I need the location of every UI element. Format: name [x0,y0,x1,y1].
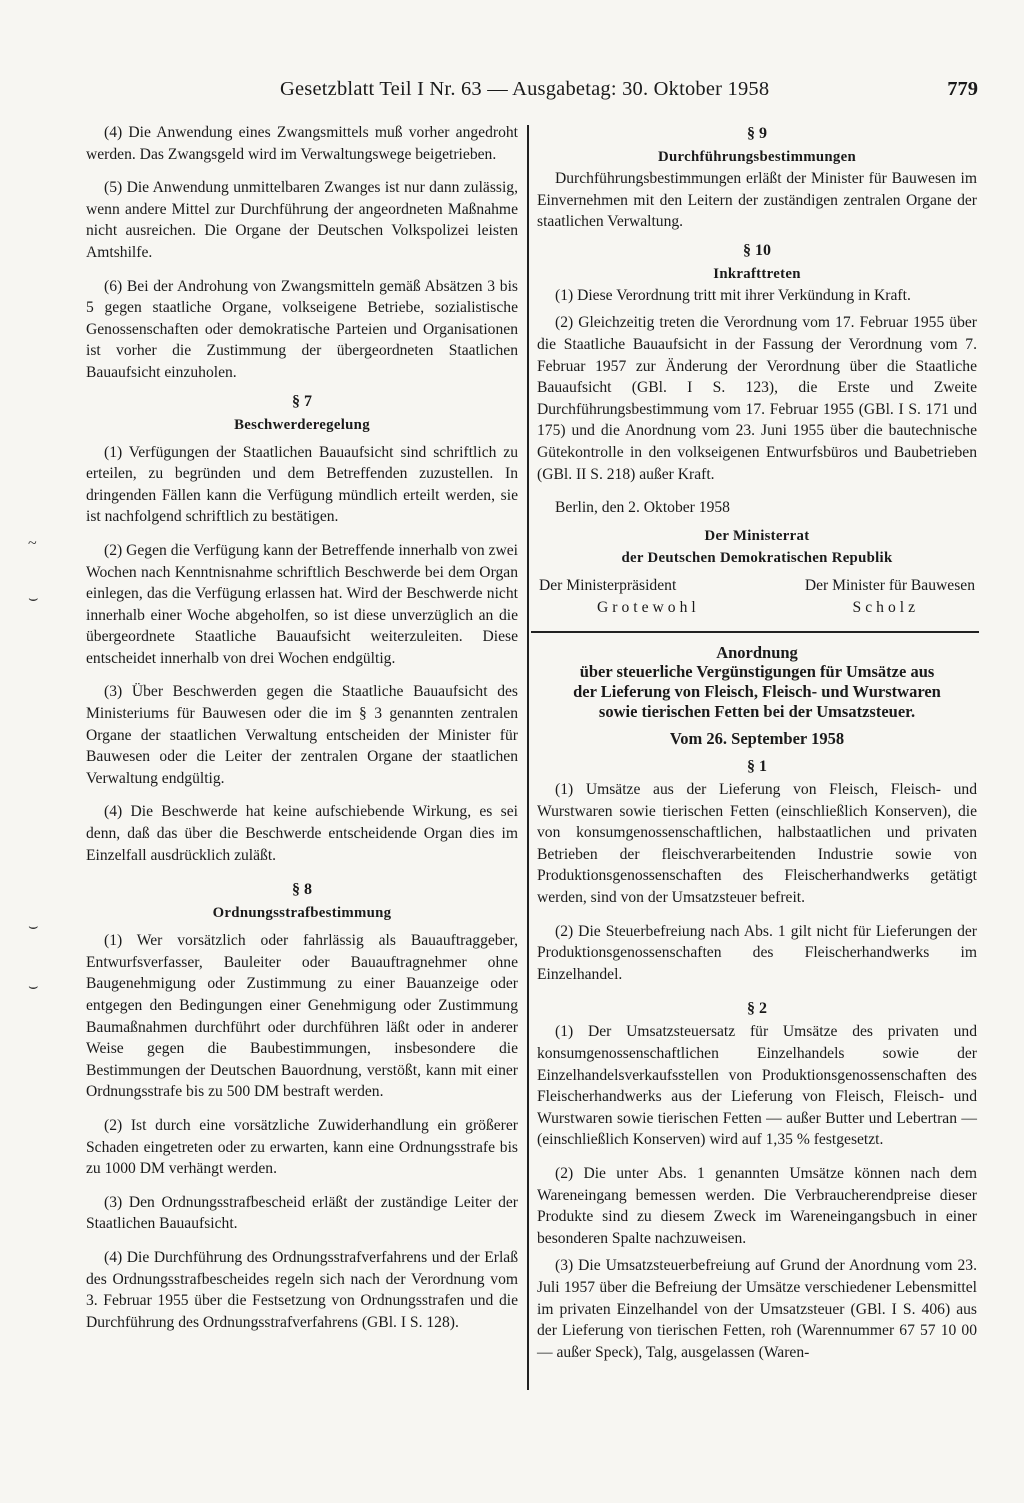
paragraph-10-2: (2) Gleichzeitig treten die Verordnung vom 17. Februar 1955 über die Staatliche Bauaufsicht in der Fassung der Verordnung vom 7. Februar 1957 zur Änderung der Verordnung über die Staatliche Bauaufsicht (GBl. I S. 123), die Erste und Zweite Durchführungsbestimmung vom 17. Februar 1955 (GBl. I S. 171 und 175) und die Anordnung vom 23. Juni 1955 über die bautechnische Gütekontrolle in den volkseigenen Entwurfsbüros und Baubetrieben (GBl. II S. 218) außer Kraft. [537,314,977,483]
paragraph-7-3: (3) Über Beschwerden gegen die Staatliche Bauaufsicht des Ministeriums für Bauwesen oder die im § 3 genannten zentralen Organe der staatlichen Verwaltung entscheiden der Minister für Bauwesen oder die Leiter der zentralen Organe der staatlichen Verwaltung endgültig. [86,683,518,787]
ordinance-paragraph-2-3: (3) Die Umsatzsteuerbefreiung auf Grund der Anordnung vom 23. Juli 1957 über die Befreiung der Umsätze verschiedener Lebensmittel im privaten Einzelhandel von der Umsatzsteuer (GBl. I S. 406) aus der Lieferung von tierischen Fetten, roh (Warennummer 67 57 10 00 — außer Speck), Talg, ausgelassen (Waren- [537,1257,977,1361]
section-10-title: Inkrafttreten [713,265,801,282]
page-header [0,78,1024,108]
paragraph-7-4: (4) Die Beschwerde hat keine aufschiebende Wirkung, es sei denn, daß das über die Beschwerde entscheidende Organ dies im Einzelfall ausdrücklich zuläßt. [86,803,518,864]
paragraph-10-1: (1) Diese Verordnung tritt mit ihrer Verkündung in Kraft. [555,286,911,304]
section-7-number: § 7 [292,392,312,410]
section-8-number: § 8 [292,881,312,899]
place-date: Berlin, den 2. Oktober 1958 [555,499,730,517]
section-9-number: § 9 [747,125,767,142]
ordinance-subtitle-3: sowie tierischen Fetten bei der Umsatzsteuer. [598,701,916,721]
section-8-title: Ordnungsstrafbestimmung [212,905,392,922]
left-column [86,122,518,1333]
section-7-title: Beschwerderegelung [234,416,370,433]
paragraph-7-1: (1) Verfügungen der Staatlichen Bauaufsicht sind schriftlich zu erteilen, zu begründen und dem Betreffenden zuzustellen. In dringenden Fällen kann die Verfügung mündlich erteilt werden, sie ist nachfolgend schriftlich zu bestätigen. [86,443,518,526]
signer-left-role: Der Ministerpräsident [539,576,677,594]
right-column [537,122,977,1363]
paragraph-9: Durchführungsbestimmungen erläßt der Minister für Bauwesen im Einvernehmen mit den Leitern der zuständigen zentralen Organe der staatlichen Verwaltung. [537,170,977,231]
section-rule [531,631,979,633]
council-line-1: Der Ministerrat [704,527,810,544]
header-title: Gesetzblatt Teil I Nr. 63 — Ausgabetag: 30. Oktober 1958 [280,78,770,100]
ordinance-paragraph-2-1: (1) Der Umsatzsteuersatz für Umsätze des privaten und konsumgenossenschaftlichen Einzelhandels sowie der Einzelhandelsverkaufsstellen von Produktionsgenossenschaften des Fleischerhandwerks aus der Lieferung von Fleisch, Fleisch- und Wurstwaren sowie tierischen Fetten — außer Butter und Lebertran — (einschließlich Konserven) wird auf 1,35 % festgesetzt. [537,1023,977,1149]
ordinance-subtitle-1: über steuerliche Vergünstigungen für Umsätze aus [579,662,935,682]
ordinance-date: Vom 26. September 1958 [669,729,845,749]
paragraph-6-6: (6) Bei der Androhung von Zwangsmitteln gemäß Absätzen 3 bis 5 gegen staatliche Organe, volkseigene Betriebe, sozialistische Genossenschaften oder demokratische Parteien und Organisationen ist vorher die Zustimmung der übergeordneten Staatlichen Bauaufsicht einzuholen. [86,277,518,381]
paragraph-8-3: (3) Den Ordnungsstrafbescheid erläßt der zuständige Leiter der Staatlichen Bauaufsicht. [86,1193,518,1233]
ordinance-subtitle-2: der Lieferung von Fleisch, Fleisch- und Wurstwaren [573,681,941,701]
page-number: 779 [947,78,978,100]
signature-roles [537,575,977,597]
margin-annotation: ~ [28,535,37,552]
signer-right-name: Scholz [852,598,919,616]
paragraph-8-2: (2) Ist durch eine vorsätzliche Zuwiderhandlung ein größerer Schaden eingetreten oder zu erwarten, kann eine Ordnungsstrafe bis zu 1000 DM verhängt werden. [86,1116,518,1178]
signer-right-role: Der Minister für Bauwesen [804,576,975,594]
council-line-2: der Deutschen Demokratischen Republik [621,549,893,566]
margin-annotation: ⌣ [28,590,39,607]
paragraph-8-1: (1) Wer vorsätzlich oder fahrlässig als Bauauftraggeber, Entwurfsverfasser, Bauleiter oder Bauauftragnehmer ohne Baugenehmigung oder Zustimmung zu einer Bauanzeige oder entgegen den Bedingungen einer Genehmigung oder Zustimmung Baumaßnahmen durchführt oder durchführen läßt oder in anderer Weise gegen die Baubestimmungen, insbesondere die Bestimmungen der Deutschen Bauordnung, verstößt, kann mit einer Ordnungsstrafe bis zu 500 DM bestraft werden. [86,932,518,1101]
paragraph-6-5: (5) Die Anwendung unmittelbaren Zwanges ist nur dann zulässig, wenn andere Mittel zur Durchführung der angeordneten Maßnahme nicht ausreichen. Die Organe der Deutschen Volkspolizei leisten Amtshilfe. [86,179,518,261]
ordinance-section-2-number: § 2 [747,1000,767,1018]
ordinance-paragraph-1-1: (1) Umsätze aus der Lieferung von Fleisch, Fleisch- und Wurstwaren sowie tierischen Fetten (einschließlich Konserven), die von konsumgenossenschaftlichen, halbstaatlichen und privaten Betrieben der fleischverarbeitenden Industrie sowie von Produktionsgenossenschaften des Fleischerhandwerks getätigt werden, sind von der Umsatzsteuer befreit. [537,781,977,907]
margin-annotation: ⌣ [28,978,39,995]
paragraph-8-4: (4) Die Durchführung des Ordnungsstrafverfahrens und der Erlaß des Ordnungsstrafbescheides regeln sich nach der Verordnung vom 3. Februar 1955 über die Festsetzung von Ordnungsstrafen und die Durchführung des Ordnungsstrafverfahrens (GBl. I S. 128). [86,1248,518,1331]
paragraph-7-2: (2) Gegen die Verfügung kann der Betreffende innerhalb von zwei Wochen nach Kenntnisnahme schriftlich Beschwerde bei dem Organ einlegen, das die Verfügung erlassen hat. Wird der Beschwerde nicht innerhalb einer Woche abgeholfen, so ist diese unverzüglich an die übergeordnete Staatliche Bauaufsicht weiterzuleiten. Diese entscheidet innerhalb von drei Wochen endgültig. [86,541,518,667]
paragraph-6-4: (4) Die Anwendung eines Zwangsmittels muß vorher angedroht werden. Das Zwangsgeld wird im Verwaltungswege beigetrieben. [86,124,518,163]
ordinance-title: Anordnung [716,642,798,662]
margin-annotation: ⌣ [28,918,39,935]
section-9-title: Durchführungsbestimmungen [658,149,856,165]
signature-names [537,597,977,619]
ordinance-section-1-number: § 1 [747,758,767,776]
column-divider [527,125,529,1390]
ordinance-paragraph-1-2: (2) Die Steuerbefreiung nach Abs. 1 gilt nicht für Lieferungen der Produktionsgenossenschaften des Fleischerhandwerks im Einzelhandel. [537,922,977,983]
ordinance-paragraph-2-2: (2) Die unter Abs. 1 genannten Umsätze können nach dem Wareneingang bemessen werden. Die Verbraucherendpreise dieser Produkte sind zu diesem Zweck im Wareneingangsbuch in einer besonderen Spalte nachzuweisen. [537,1165,977,1247]
section-10-number: § 10 [743,241,771,259]
signer-left-name: Grotewohl [597,598,700,616]
